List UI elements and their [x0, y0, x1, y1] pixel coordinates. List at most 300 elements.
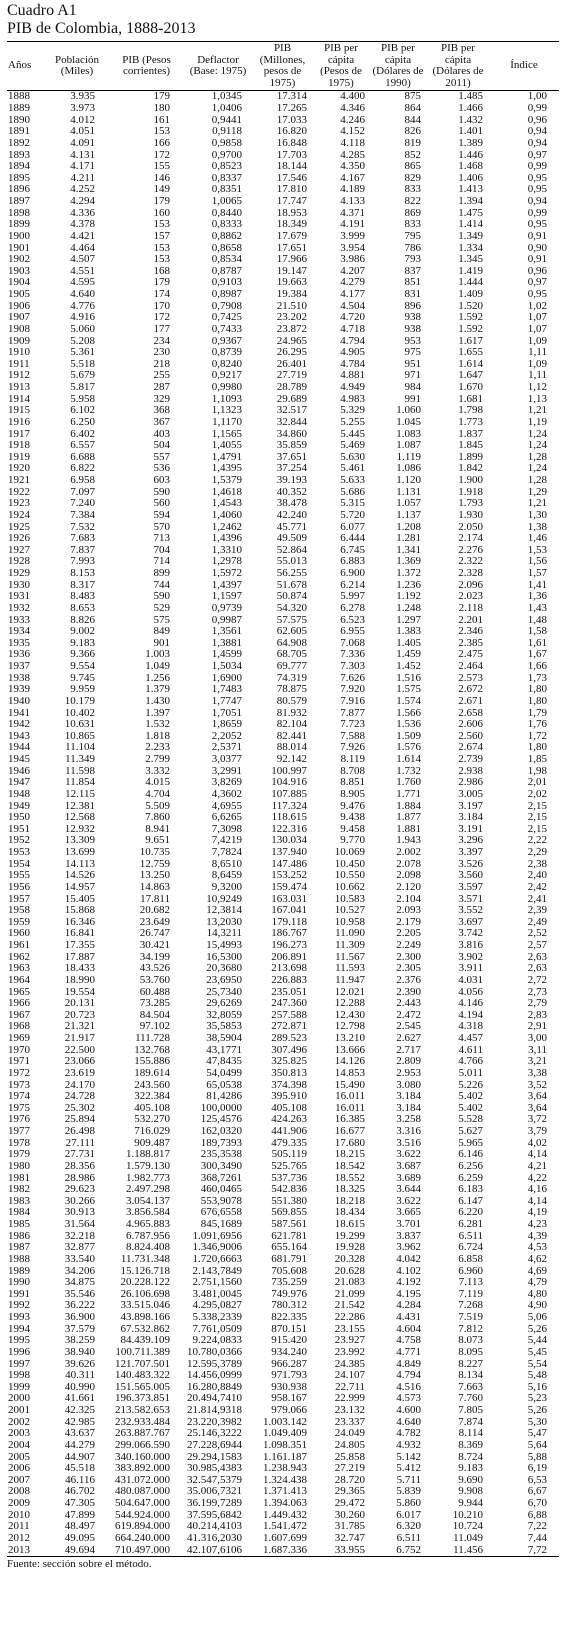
- cell-gdp-pc-usd2011: 1.432: [458, 114, 483, 126]
- cell-population: 30.913: [64, 1207, 95, 1219]
- cell-index: 2,29: [527, 847, 547, 858]
- table-row: [7, 917, 559, 929]
- cell-year: 1899: [8, 219, 30, 231]
- table-row: [7, 1498, 559, 1510]
- cell-year: 1947: [8, 777, 30, 789]
- cell-gdp-pc-usd2011: 2.475: [458, 649, 483, 661]
- cell-index: 4,39: [527, 1230, 547, 1242]
- cell-index: 1,80: [527, 742, 547, 754]
- cell-gdp-pc-usd1990: 1.405: [396, 637, 421, 649]
- cell-population: 13.309: [64, 835, 95, 847]
- cell-year: 1965: [8, 986, 30, 998]
- cell-gdp-pc-1975: 9.438: [340, 812, 365, 824]
- cell-gdp-pc-usd1990: 1.083: [396, 428, 421, 440]
- cell-index: 0,99: [527, 207, 547, 219]
- cell-population: 29.623: [64, 1184, 95, 1196]
- cell-gdp-pc-usd2011: 2.322: [458, 556, 483, 568]
- cell-index: 1,67: [527, 649, 547, 661]
- cell-gdp-pc-usd2011: 1.670: [458, 382, 483, 393]
- cell-deflator: 0,8787: [211, 265, 242, 277]
- cell-gdp-1975: 51.678: [276, 579, 307, 591]
- cell-gdp-current: 504.647.000: [115, 1498, 170, 1509]
- cell-gdp-pc-usd2011: 2.573: [458, 672, 483, 684]
- gdp-table: [7, 41, 559, 1557]
- cell-year: 1951: [8, 823, 30, 835]
- cell-gdp-pc-usd1990: 3.665: [396, 1207, 421, 1219]
- cell-gdp-current: 536: [153, 463, 170, 475]
- cell-gdp-pc-1975: 7.303: [340, 661, 365, 672]
- table-row: [7, 1219, 559, 1231]
- cell-deflator: 0,8333: [211, 219, 242, 231]
- cell-gdp-pc-usd1990: 2.104: [396, 893, 421, 905]
- cell-gdp-current: 23.649: [139, 916, 170, 928]
- table-row: [7, 498, 559, 510]
- cell-year: 1993: [8, 1312, 30, 1323]
- cell-year: 1902: [8, 254, 30, 266]
- cell-population: 5.361: [70, 347, 95, 359]
- cell-population: 11.598: [65, 765, 95, 777]
- cell-deflator: 20.494,7410: [187, 1393, 242, 1405]
- cell-gdp-pc-1975: 33.955: [313, 1545, 369, 1557]
- cell-population: 6.557: [70, 440, 95, 452]
- cell-gdp-pc-1975: 19.928: [334, 1242, 365, 1254]
- cell-gdp-pc-usd2011: 6.146: [458, 1149, 483, 1161]
- cell-gdp-1975: 82.441: [276, 730, 307, 742]
- cell-gdp-1975: 69.777: [276, 661, 307, 672]
- cell-gdp-pc-1975: 16.011: [335, 1102, 365, 1114]
- cell-population: 4.131: [70, 149, 95, 161]
- cell-year: 1996: [8, 1346, 30, 1358]
- cell-deflator: 1,2978: [211, 556, 242, 568]
- table-row: [7, 440, 559, 452]
- cell-population: 17.355: [64, 940, 95, 951]
- cell-gdp-pc-1975: 4.279: [340, 277, 365, 289]
- table-row: [7, 359, 559, 371]
- cell-gdp-current: 10.735: [139, 847, 170, 858]
- cell-gdp-current: 84.439.109: [120, 1335, 170, 1347]
- cell-deflator: 0,8440: [211, 207, 242, 219]
- cell-deflator: 1,1093: [211, 393, 242, 405]
- cell-population: 15.405: [64, 893, 95, 905]
- cell-year: 1893: [8, 149, 30, 161]
- cell-year: 1900: [8, 230, 30, 242]
- table-row: [7, 150, 559, 162]
- cell-gdp-1975: 958.167: [271, 1393, 307, 1405]
- cell-index: 1,12: [527, 382, 547, 393]
- cell-gdp-pc-1975: 8.119: [340, 754, 365, 765]
- cell-index: 0,95: [527, 184, 547, 196]
- cell-index: 1,85: [527, 754, 547, 765]
- cell-year: 1981: [8, 1172, 30, 1184]
- cell-population: 40.311: [65, 1370, 95, 1382]
- cell-gdp-current: 590: [153, 591, 170, 603]
- cell-gdp-pc-usd2011: 2.118: [458, 602, 483, 614]
- cell-population: 47.899: [64, 1509, 95, 1521]
- cell-index: 4,14: [527, 1195, 547, 1207]
- cell-gdp-pc-usd2011: 2.201: [458, 614, 483, 626]
- cell-gdp-1975: 915.420: [271, 1335, 307, 1347]
- cell-gdp-current: 383.892.000: [115, 1463, 170, 1475]
- table-row: [7, 789, 559, 801]
- cell-gdp-current: 1.049: [145, 661, 170, 672]
- cell-gdp-pc-usd1990: 3.258: [396, 1114, 421, 1126]
- cell-gdp-pc-usd1990: 1.057: [396, 498, 421, 510]
- cell-gdp-pc-usd2011: 4.146: [458, 998, 483, 1010]
- table-row: [7, 1068, 559, 1080]
- cell-index: 4,14: [527, 1149, 547, 1161]
- cell-deflator: 1,0345: [211, 90, 242, 103]
- cell-index: 1,56: [527, 556, 547, 568]
- cell-gdp-pc-usd2011: 5.011: [458, 1067, 483, 1079]
- cell-year: 1946: [8, 765, 30, 777]
- cell-gdp-1975: 1.541.472: [263, 1521, 307, 1533]
- table-row: [7, 370, 559, 382]
- cell-gdp-1975: 930.938: [271, 1381, 307, 1393]
- table-row: [7, 1405, 559, 1417]
- cell-population: 7.384: [70, 509, 95, 521]
- cell-deflator: 1,4396: [211, 533, 242, 545]
- cell-gdp-pc-1975: 4.346: [340, 103, 365, 114]
- cell-population: 4.595: [70, 277, 95, 289]
- cell-deflator: 2,2052: [211, 730, 242, 742]
- cell-gdp-1975: 186.767: [271, 928, 307, 940]
- cell-gdp-current: 1.982.773: [126, 1172, 170, 1184]
- table-row: [7, 510, 559, 522]
- cell-gdp-pc-usd1990: 865: [404, 161, 421, 173]
- cell-gdp-pc-usd1990: 844: [404, 114, 421, 126]
- cell-gdp-1975: 35.859: [276, 440, 307, 452]
- table-row: [7, 324, 559, 336]
- cell-year: 1940: [8, 695, 30, 707]
- cell-index: 1,24: [527, 463, 547, 475]
- cell-gdp-pc-1975: 4.133: [340, 196, 365, 207]
- cell-gdp-pc-1975: 16.011: [335, 1091, 365, 1103]
- cell-gdp-pc-usd1990: 5.412: [396, 1463, 421, 1475]
- cell-year: 1994: [8, 1323, 30, 1335]
- cell-gdp-current: 97.102: [139, 1021, 170, 1033]
- cell-index: 1,07: [527, 312, 547, 324]
- cell-gdp-current: 8.941: [145, 823, 170, 835]
- cell-gdp-1975: 49.509: [276, 533, 307, 545]
- table-row: [7, 824, 559, 836]
- table-row: [7, 475, 559, 487]
- cell-deflator: 0,8739: [211, 347, 242, 359]
- cell-gdp-current: 243.560: [134, 1079, 170, 1091]
- cell-index: 0,96: [527, 114, 547, 126]
- cell-deflator: 23.220,3982: [187, 1416, 242, 1428]
- cell-population: 4.464: [70, 242, 95, 254]
- cell-gdp-pc-1975: 6.077: [340, 521, 365, 533]
- cell-deflator: 4.295,0827: [192, 1300, 242, 1312]
- cell-gdp-pc-1975: 4.983: [340, 393, 365, 405]
- cell-gdp-current: 603: [153, 475, 170, 486]
- cell-gdp-current: 17.811: [140, 893, 170, 905]
- cell-gdp-current: 5.509: [145, 800, 170, 812]
- cell-year: 1930: [8, 579, 30, 591]
- cell-gdp-1975: 1.098.351: [263, 1439, 307, 1451]
- cell-gdp-1975: 780.312: [271, 1300, 307, 1312]
- cell-gdp-pc-usd2011: 9.690: [458, 1474, 483, 1486]
- table-row: [7, 1545, 559, 1557]
- cell-population: 6.402: [70, 428, 95, 440]
- cell-gdp-1975: 1.049.409: [263, 1428, 307, 1440]
- table-row: [7, 463, 559, 475]
- cell-index: 0,91: [527, 254, 547, 266]
- cell-gdp-pc-1975: 4.167: [340, 172, 365, 184]
- cell-gdp-pc-usd1990: 3.687: [396, 1160, 421, 1172]
- cell-gdp-pc-1975: 5.630: [340, 451, 365, 463]
- cell-deflator: 1,7747: [211, 695, 242, 707]
- cell-index: 4,16: [527, 1184, 547, 1196]
- cell-year: 1998: [8, 1370, 30, 1382]
- cell-population: 30.266: [64, 1195, 95, 1207]
- cell-year: 1921: [8, 475, 30, 486]
- cell-population: 47.305: [64, 1498, 95, 1509]
- table-row: [7, 963, 559, 975]
- cell-gdp-pc-usd2011: 1.918: [458, 486, 483, 498]
- cell-gdp-current: 168: [153, 265, 170, 277]
- cell-deflator: 15,4993: [206, 940, 242, 951]
- cell-deflator: 1,4060: [211, 509, 242, 521]
- cell-gdp-current: 121.707.501: [115, 1358, 170, 1370]
- cell-gdp-pc-1975: 12.021: [334, 986, 365, 998]
- cell-gdp-pc-usd2011: 6.147: [458, 1195, 483, 1207]
- cell-deflator: 30.985,4383: [187, 1463, 242, 1475]
- cell-gdp-pc-usd1990: 1.236: [396, 579, 421, 591]
- cell-gdp-pc-1975: 11.593: [335, 963, 365, 975]
- cell-deflator: 38,5904: [206, 1033, 242, 1044]
- cell-gdp-current: 590: [153, 486, 170, 498]
- cell-gdp-pc-1975: 4.152: [340, 126, 365, 138]
- cell-gdp-pc-1975: 18.552: [334, 1172, 365, 1184]
- cell-year: 1933: [8, 614, 30, 626]
- cell-deflator: 162,0320: [200, 1126, 242, 1137]
- cell-gdp-current: 3.856.584: [126, 1207, 170, 1219]
- table-row: [7, 1184, 559, 1196]
- cell-population: 43.637: [64, 1428, 95, 1440]
- cell-gdp-1975: 1.394.063: [263, 1498, 307, 1509]
- table-row: [7, 487, 559, 499]
- cell-gdp-1975: 17.679: [276, 230, 307, 242]
- cell-gdp-current: 544.924.000: [115, 1509, 170, 1521]
- cell-gdp-pc-1975: 5.329: [340, 405, 365, 417]
- cell-year: 1925: [8, 521, 30, 533]
- cell-gdp-1975: 424.263: [271, 1114, 307, 1126]
- cell-gdp-pc-usd2011: 1.614: [458, 358, 483, 370]
- cell-gdp-pc-1975: 4.246: [340, 114, 365, 126]
- cell-gdp-1975: 1.449.432: [263, 1509, 307, 1521]
- cell-population: 4.336: [70, 207, 95, 219]
- cell-deflator: 845,1689: [200, 1219, 242, 1230]
- cell-gdp-pc-usd2011: 6.183: [458, 1184, 483, 1196]
- cell-index: 3,00: [527, 1033, 547, 1044]
- cell-year: 1889: [8, 103, 30, 114]
- table-row: [7, 1335, 559, 1347]
- cell-year: 1901: [8, 242, 30, 254]
- cell-deflator: 1,4055: [211, 440, 242, 452]
- cell-index: 2,91: [527, 1021, 547, 1033]
- cell-gdp-pc-1975: 6.444: [340, 533, 365, 545]
- cell-gdp-pc-usd2011: 3.184: [458, 812, 483, 824]
- cell-gdp-pc-usd1990: 1.137: [396, 509, 421, 521]
- cell-gdp-pc-usd1990: 1.120: [396, 475, 421, 486]
- cell-gdp-1975: 374.398: [271, 1079, 307, 1091]
- cell-gdp-pc-1975: 4.207: [340, 265, 365, 277]
- cell-gdp-pc-1975: 6.523: [340, 614, 365, 626]
- table-row: [7, 382, 559, 394]
- cell-gdp-pc-1975: 4.794: [340, 335, 365, 347]
- cell-gdp-pc-usd1990: 2.120: [396, 881, 421, 893]
- table-row: [7, 1010, 559, 1022]
- table-row: [7, 1033, 559, 1045]
- cell-gdp-pc-usd2011: 6.724: [458, 1242, 483, 1254]
- cell-year: 1949: [8, 800, 30, 812]
- cell-gdp-pc-usd1990: 3.644: [396, 1184, 421, 1196]
- cell-year: 1952: [8, 835, 30, 847]
- cell-year: 2008: [8, 1486, 30, 1498]
- cell-gdp-1975: 569.855: [271, 1207, 307, 1219]
- cell-year: 1904: [8, 277, 30, 289]
- table-row: [7, 254, 559, 266]
- cell-gdp-1975: 18.953: [276, 207, 307, 219]
- cell-deflator: 36.199,7289: [187, 1498, 242, 1509]
- cell-index: 3,64: [527, 1102, 547, 1114]
- cell-index: 2,83: [527, 1009, 547, 1021]
- cell-gdp-1975: 505.119: [271, 1149, 307, 1161]
- cell-gdp-pc-usd2011: 5.627: [458, 1126, 483, 1137]
- cell-deflator: 54,0499: [206, 1067, 242, 1079]
- cell-gdp-pc-1975: 22.286: [334, 1312, 365, 1323]
- cell-gdp-pc-usd1990: 938: [404, 312, 421, 324]
- cell-gdp-pc-1975: 7.877: [340, 707, 365, 719]
- cell-gdp-pc-usd2011: 1.409: [458, 289, 483, 300]
- table-row: [7, 1417, 559, 1429]
- cell-gdp-1975: 18.349: [276, 219, 307, 231]
- table-row: [7, 405, 559, 417]
- cell-population: 8.826: [70, 614, 95, 626]
- table-row: [7, 173, 559, 185]
- cell-gdp-pc-usd2011: 3.191: [458, 823, 483, 835]
- cell-deflator: 100,0000: [200, 1102, 242, 1114]
- cell-gdp-pc-1975: 7.336: [340, 649, 365, 661]
- cell-population: 7.097: [70, 486, 95, 498]
- cell-gdp-pc-1975: 7.916: [340, 695, 365, 707]
- cell-year: 1945: [8, 754, 30, 765]
- cell-gdp-pc-usd2011: 5.402: [458, 1091, 483, 1103]
- cell-gdp-current: 4.965.883: [126, 1219, 170, 1230]
- cell-gdp-1975: 525.765: [271, 1160, 307, 1172]
- cell-gdp-pc-1975: 6.900: [340, 568, 365, 579]
- cell-index: 3,11: [528, 1044, 547, 1056]
- cell-index: 4,80: [527, 1288, 547, 1300]
- cell-gdp-pc-usd2011: 1.592: [458, 312, 483, 324]
- table-row: [7, 1207, 559, 1219]
- cell-year: 1987: [8, 1242, 30, 1254]
- cell-year: 2001: [8, 1405, 30, 1416]
- cell-gdp-pc-usd2011: 1.845: [458, 440, 483, 452]
- table-row: [7, 812, 559, 824]
- cell-gdp-pc-usd1990: 3.962: [396, 1242, 421, 1254]
- cell-index: 1,36: [527, 591, 547, 603]
- table-row: [7, 870, 559, 882]
- cell-gdp-current: 146: [153, 172, 170, 184]
- cell-year: 1954: [8, 858, 30, 870]
- cell-gdp-pc-1975: 16.677: [334, 1126, 365, 1137]
- cell-gdp-pc-usd2011: 1.930: [458, 509, 483, 521]
- cell-gdp-pc-usd2011: 1.475: [458, 207, 483, 219]
- cell-deflator: 0,7425: [211, 312, 242, 324]
- cell-gdp-pc-usd2011: 9.183: [458, 1463, 483, 1475]
- cell-year: 1920: [8, 463, 30, 475]
- cell-index: 2,41: [527, 893, 547, 905]
- cell-gdp-pc-1975: 18.215: [334, 1149, 365, 1161]
- cell-index: 1,07: [527, 323, 547, 335]
- cell-year: 1897: [8, 196, 30, 207]
- cell-gdp-1975: 551.380: [271, 1195, 307, 1207]
- cell-gdp-current: 367: [153, 416, 170, 428]
- cell-index: 1,21: [527, 405, 547, 417]
- table-row: [7, 905, 559, 917]
- cell-deflator: 1,1565: [211, 428, 242, 440]
- col-year-header: Años: [7, 42, 45, 91]
- cell-gdp-pc-1975: 23.155: [334, 1323, 365, 1335]
- cell-gdp-pc-1975: 4.400: [340, 90, 365, 103]
- cell-index: 1,43: [527, 602, 547, 614]
- cell-gdp-1975: 1.371.413: [263, 1486, 307, 1498]
- table-row: [7, 638, 559, 650]
- cell-gdp-pc-usd2011: 8.369: [458, 1439, 483, 1451]
- table-title: PIB de Colombia, 1888-2013: [7, 20, 196, 37]
- cell-gdp-pc-usd2011: 1.419: [458, 265, 483, 277]
- cell-index: 4,19: [527, 1207, 547, 1219]
- cell-gdp-pc-1975: 22.999: [334, 1393, 365, 1405]
- cell-gdp-1975: 52.864: [276, 544, 307, 556]
- cell-population: 4.551: [70, 265, 95, 277]
- cell-deflator: 1,4397: [211, 579, 242, 591]
- table-row: [7, 998, 559, 1010]
- cell-gdp-pc-usd2011: 1.899: [458, 451, 483, 463]
- cell-population: 4.211: [70, 172, 95, 184]
- cell-year: 1972: [8, 1067, 30, 1079]
- cell-year: 1984: [8, 1207, 30, 1219]
- cell-gdp-pc-usd2011: 1.349: [458, 230, 483, 242]
- cell-deflator: 27.228,6944: [187, 1439, 242, 1451]
- cell-population: 4.640: [70, 289, 95, 300]
- cell-year: 1975: [8, 1102, 30, 1114]
- cell-index: 1,48: [527, 614, 547, 626]
- cell-population: 44.907: [64, 1451, 95, 1463]
- cell-gdp-current: 43.526: [139, 963, 170, 975]
- cell-deflator: 1,4791: [211, 451, 242, 463]
- cell-year: 1911: [8, 358, 30, 370]
- cell-gdp-1975: 479.335: [271, 1137, 307, 1149]
- cell-gdp-current: 9.651: [145, 835, 170, 847]
- cell-gdp-pc-usd2011: 5.402: [458, 1102, 483, 1114]
- cell-gdp-1975: 82.104: [276, 719, 307, 731]
- cell-index: 1,24: [527, 428, 547, 440]
- table-row: [7, 1510, 559, 1522]
- cell-gdp-pc-1975: 6.745: [340, 544, 365, 556]
- cell-gdp-pc-usd1990: 975: [404, 347, 421, 359]
- cell-index: 6,70: [527, 1498, 547, 1509]
- cell-gdp-current: 12.759: [139, 858, 170, 870]
- cell-gdp-pc-usd2011: 1.406: [458, 172, 483, 184]
- cell-gdp-pc-usd1990: 1.516: [396, 672, 421, 684]
- cell-gdp-pc-1975: 4.504: [340, 300, 365, 312]
- cell-population: 7.837: [70, 544, 95, 556]
- document-page: [7, 2, 559, 1571]
- cell-gdp-current: 174: [153, 289, 170, 300]
